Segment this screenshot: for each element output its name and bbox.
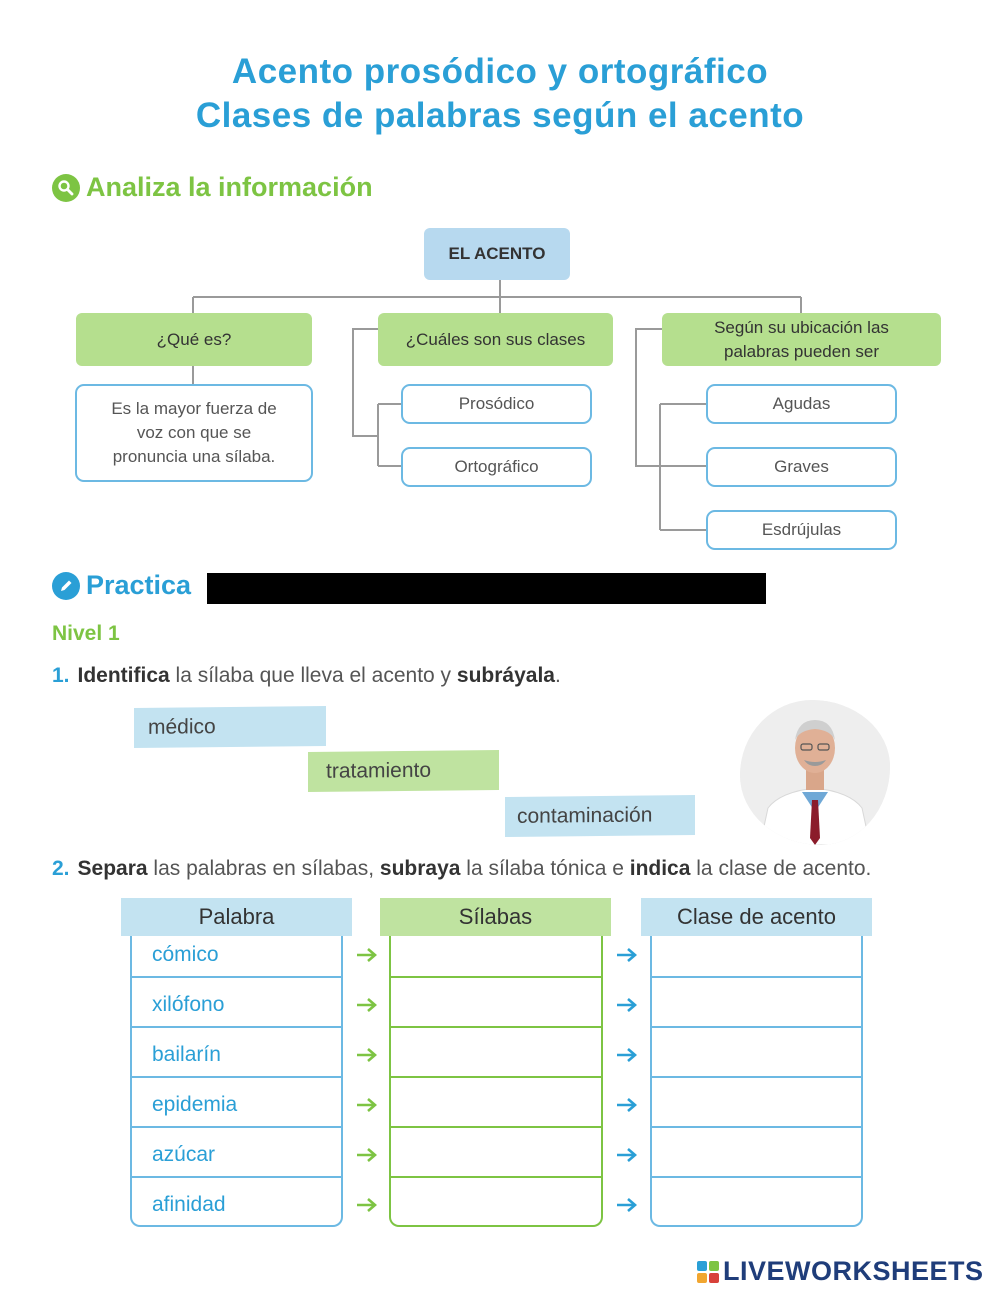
answer-silabas-6[interactable]: [393, 1180, 599, 1224]
question-1: 1. Identifica la sílaba que lleva el acento y subráyala.: [52, 664, 561, 687]
arrow-right-icon: [616, 930, 638, 980]
diagram-item-graves: Graves: [706, 447, 897, 487]
table-word-azucar: azúcar: [152, 1143, 216, 1166]
nivel-label: Nivel 1: [52, 622, 120, 645]
table-row-divider: [652, 976, 861, 978]
table-row-divider: [391, 1076, 601, 1078]
answer-clase-5[interactable]: [654, 1130, 859, 1174]
table-word-comico: cómico: [152, 943, 219, 966]
table-word-epidemia: epidemia: [152, 1093, 238, 1116]
logo-grid-icon: [697, 1261, 719, 1283]
arrow-right-icon: [616, 1130, 638, 1180]
answer-silabas-5[interactable]: [393, 1130, 599, 1174]
diagram-branch-ubicacion: Según su ubicación las palabras pueden ser: [662, 313, 941, 366]
answer-clase-2[interactable]: [654, 980, 859, 1024]
analiza-heading-text: Analiza la información: [86, 172, 373, 202]
doctor-photo: [740, 700, 890, 845]
table-row-divider: [391, 976, 601, 978]
redacted-block: [207, 573, 766, 604]
practica-heading: [52, 570, 191, 601]
table-row-divider: [652, 1076, 861, 1078]
arrow-right-icon: [356, 930, 378, 980]
arrow-right-icon: [616, 1080, 638, 1130]
table-row-divider: [391, 1176, 601, 1178]
page-title: Acento prosódico y ortográfico: [231, 52, 769, 91]
header-silabas: Sílabas: [380, 898, 611, 936]
pencil-icon: [52, 572, 80, 600]
word-contaminacion[interactable]: contaminación: [505, 795, 695, 837]
answer-clase-3[interactable]: [654, 1030, 859, 1074]
header-clase: Clase de acento: [641, 898, 872, 936]
diagram-root: EL ACENTO: [424, 228, 570, 280]
answer-silabas-4[interactable]: [393, 1080, 599, 1124]
word-tratamiento[interactable]: tratamiento: [308, 750, 499, 792]
table-word-xilofono: xilófono: [152, 993, 225, 1016]
page-subtitle: Clases de palabras según el acento: [195, 96, 805, 135]
answer-clase-4[interactable]: [654, 1080, 859, 1124]
magnifier-icon: [52, 174, 80, 202]
answer-clase-1[interactable]: [654, 936, 859, 974]
diagram-item-esdrujulas: Esdrújulas: [706, 510, 897, 550]
word-medico[interactable]: médico: [134, 706, 326, 748]
table-row-divider: [652, 1026, 861, 1028]
table-row-divider: [652, 1176, 861, 1178]
arrow-right-icon: [616, 1030, 638, 1080]
header-palabra: Palabra: [121, 898, 352, 936]
arrow-right-icon: [356, 980, 378, 1030]
table-word-afinidad: afinidad: [152, 1193, 226, 1216]
diagram-branch-que-es: ¿Qué es?: [76, 313, 312, 366]
diagram-definition: Es la mayor fuerza de voz con que se pronuncia una sílaba.: [75, 384, 313, 482]
table-row-divider: [652, 1126, 861, 1128]
analiza-heading: [52, 172, 373, 203]
arrow-right-icon: [356, 1180, 378, 1230]
answer-silabas-2[interactable]: [393, 980, 599, 1024]
arrow-right-icon: [356, 1030, 378, 1080]
table-row-divider: [391, 1126, 601, 1128]
arrow-right-icon: [356, 1080, 378, 1130]
liveworksheets-logo: LIVEWORKSHEETS: [697, 1256, 984, 1287]
table-row-divider: [391, 1026, 601, 1028]
answer-clase-6[interactable]: [654, 1180, 859, 1224]
table-word-bailarin: bailarín: [152, 1043, 221, 1066]
arrow-right-icon: [616, 1180, 638, 1230]
diagram-item-agudas: Agudas: [706, 384, 897, 424]
diagram-item-prosodico: Prosódico: [401, 384, 592, 424]
question-2: 2. Separa las palabras en sílabas, subraya la sílaba tónica e indica la clase de acento.: [52, 857, 872, 880]
diagram-item-ortografico: Ortográfico: [401, 447, 592, 487]
practica-heading-text: Practica: [86, 570, 192, 600]
answer-silabas-3[interactable]: [393, 1030, 599, 1074]
answer-silabas-1[interactable]: [393, 936, 599, 974]
diagram-branch-clases: ¿Cuáles son sus clases: [378, 313, 613, 366]
arrow-right-icon: [356, 1130, 378, 1180]
arrow-right-icon: [616, 980, 638, 1030]
